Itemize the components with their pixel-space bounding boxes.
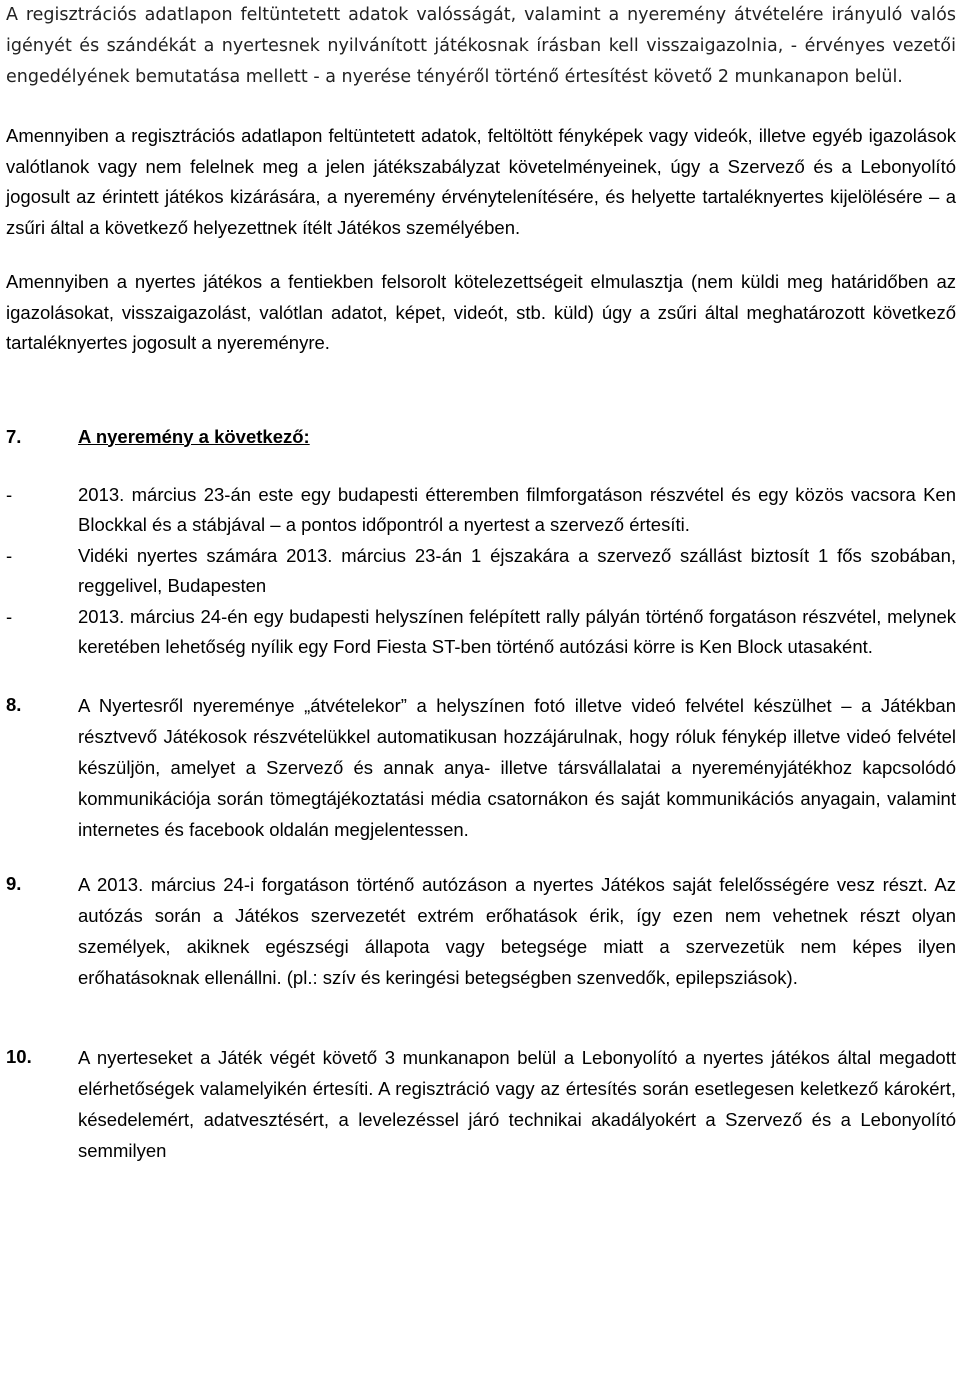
section-10-number: 10.	[6, 1045, 32, 1067]
bullet-dash: -	[6, 605, 13, 627]
list-item	[6, 602, 956, 663]
prize-list	[6, 480, 956, 663]
list-item-text: 2013. március 23-án este egy budapesti étteremben filmforgatáson részvétel és egy közös vacsora Ken Blockkal és a stábjával – a pontos időpontról a nyertest a szervező értesíti.	[78, 483, 956, 535]
section-8-text: A Nyertesről nyereménye „átvételekor” a helyszínen fotó illetve videó felvétel készülhet – a Játékban résztvevő Játékosok részvételükkel automatikusan hozzájárulnak, hogy róluk fénykép illetve videó felvétel készüljön, amelyet a Szervező és annak anya- illetve társvállalatai a nyereményjátékhoz kapcsolódó kommunikációja során tömegtájékoztatási média csatornákon és saját kommunikációs anyagain, valamint internetes és facebook oldalán megjelentessen.	[78, 694, 956, 840]
section-7-number: 7.	[6, 425, 22, 447]
bullet-dash: -	[6, 483, 13, 505]
section-9	[6, 869, 956, 993]
section-7-title: A nyeremény a következő:	[78, 425, 310, 447]
section-10	[6, 1042, 956, 1166]
bullet-dash: -	[6, 544, 13, 566]
list-item-text: 2013. március 24-én egy budapesti helyszínen felépített rally pályán történő forgatáson részvétel, melynek keretében lehetőség nyílik egy Ford Fiesta ST-ben történő autózási körre is Ken Block utasaként.	[78, 605, 956, 657]
section-9-number: 9.	[6, 872, 22, 894]
list-item	[6, 541, 956, 602]
section-9-text: A 2013. március 24-i forgatáson történő autózáson a nyertes Játékos saját felelősségére vesz részt. Az autózás során a Játékos szervezetét extrém erőhatások érik, így ezen nem vehetnek részt olyan személyek, akiknek egészségi állapota vagy betegsége miatt a szervezetük nem képes ilyen erőhatásoknak ellenállni. (pl.: szív és keringési betegségben szenvedők, epilepsziások).	[78, 873, 956, 988]
section-8-number: 8.	[6, 693, 22, 715]
list-item-text: Vidéki nyertes számára 2013. március 23-án 1 éjszakára a szervező szállást biztosít 1 fős szobában, reggelivel, Budapesten	[78, 544, 956, 596]
section-10-text: A nyerteseket a Játék végét követő 3 munkanapon belül a Lebonyolító a nyertes játékos által megadott elérhetőségek valamelyikén értesíti. A regisztráció vagy az értesítés során esetlegesen keletkező károkért, késedelemért, adatvesztésért, a levelezéssel járó technikai akadályokért a Szervező és a Lebonyolító semmilyen	[78, 1046, 956, 1161]
obligation-failure-paragraph: Amennyiben a nyertes játékos a fentiekben felsorolt kötelezettségeit elmulasztja (nem küldi meg határidőben az igazolásokat, visszaigazolást, valótlan adatot, képet, videót, stb. küld) úgy a zsűri által meghatározott következő tartaléknyertes jogosult a nyereményre.	[6, 271, 956, 353]
section-8	[6, 690, 956, 845]
section-7-heading	[6, 422, 956, 452]
invalid-data-paragraph: Amennyiben a regisztrációs adatlapon feltüntetett adatok, feltöltött fényképek vagy videók, illetve egyéb igazolások valótlanok vagy nem felelnek meg a jelen játékszabályzat követelményeinek, úgy a Szervező és a Lebonyolító jogosult az érintett játékos kizárására, a nyeremény érvénytelenítésére, és helyette tartaléknyertes kijelölésére – a zsűri által a következő helyezettnek ítélt Játékos személyében.	[6, 125, 956, 238]
list-item	[6, 480, 956, 541]
intro-paragraph: A regisztrációs adatlapon feltüntetett adatok valósságát, valamint a nyeremény átvételére irányuló valós igényét és szándékát a nyertesnek nyilvánított játékosnak írásban kell visszaigazolnia, - érvényes vezetői engedélyének bemutatása mellett - a nyerése tényéről történő értesítést követő 2 munkanapon belül.	[6, 5, 956, 87]
document-page	[6, 0, 956, 1166]
